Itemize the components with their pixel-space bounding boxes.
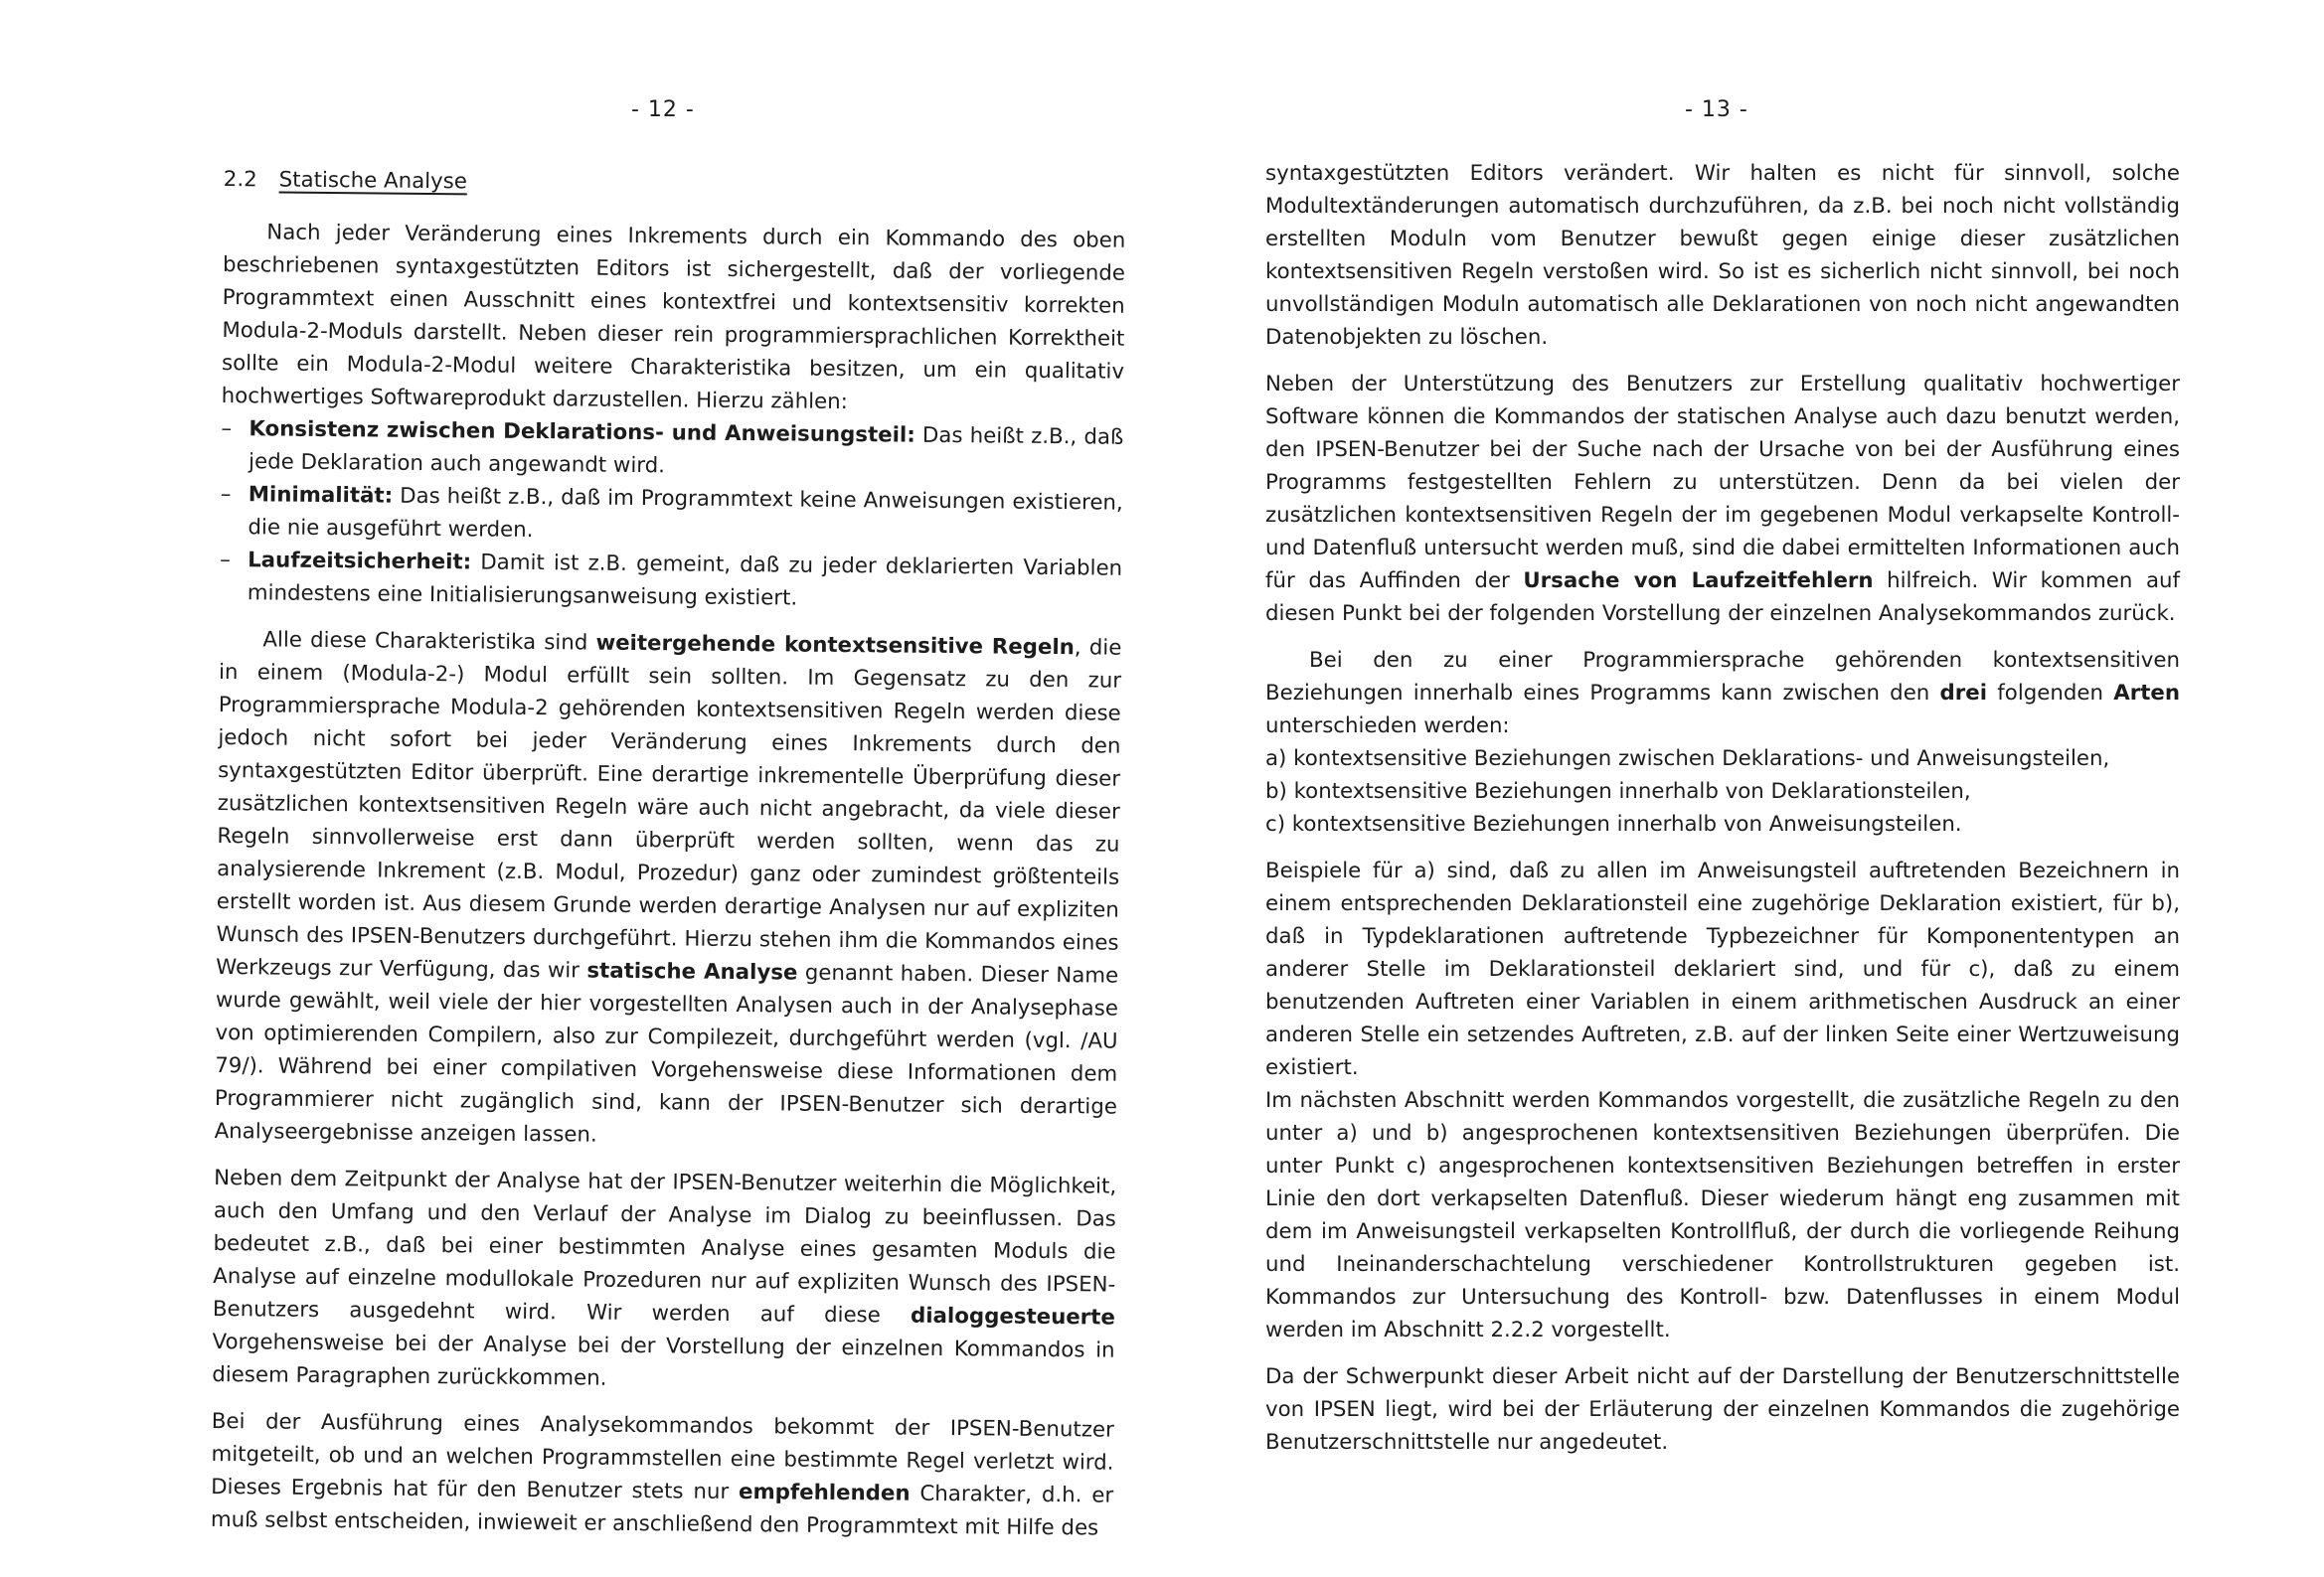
list-item-text: Das heißt z.B., daß im Programmtext keine Anweisungen existieren, die nie ausgeführt werden. <box>248 483 1123 544</box>
paragraph: Im nächsten Abschnitt werden Kommandos vorgestellt, die zusätzliche Regeln zu den unter a) und b) angesprochenen kontextsensitiven Beziehungen überprüfen. Die unter Punkt c) angesprochenen kontextsensitiven Beziehungen betreffen in erster Linie den dort verkapselten Datenfluß. Dieser wiederum hängt eng zusammen mit dem im Anweisungsteil verkapselten Kontrollfluß, der durch die vorliegende Reihung und Ineinanderschachtelung verschiedener Kontrollstrukturen gegeben ist. Kommandos zur Untersuchung des Kontroll- bzw. Datenflusses in einem Modul werden im Abschnitt 2.2.2 vorgestellt. <box>1265 1088 2180 1342</box>
list-item: b) kontextsensitive Beziehungen innerhalb von Deklarationsteilen, <box>1265 779 1971 804</box>
text-run: Bei den zu einer Programmiersprache gehörenden kontextsensitiven Beziehungen innerhalb eines Programms kann zwischen den <box>1265 648 2180 706</box>
paragraph <box>1265 644 2180 742</box>
paragraph <box>1265 368 2180 630</box>
characteristics-list <box>220 412 1124 618</box>
list-item <box>220 544 1123 618</box>
list-item-text: Damit ist z.B. gemeint, daß zu jeder deklarierten Variablen mindestens eine Initialisierungsanweisung existiert. <box>247 550 1123 611</box>
right-page <box>1162 0 2324 1577</box>
emphasis: drei <box>1939 681 1988 706</box>
text-run: unterschieden werden: <box>1265 713 1510 738</box>
text-run: , die in einem (Modula-2-) Modul erfüllt sein sollten. Im Gegensatz zu den zur Programmiersprache Modula-2 gehörenden kontextsensitiven Regeln werden diese jedoch nicht sofort bei jeder Veränderung eines Inkrements durch den syntaxgestützten Editor überprüft. Eine derartige inkrementelle Überprüfung dieser zusätzlichen kontextsensitiven Regeln wäre auch nicht angebracht, da viele dieser Regeln sinnvollerweise erst dann überprüft werden sollten, wenn das zu analysierende Inkrement (z.B. Modul, Prozedur) ganz oder zumindest größtenteils erstellt worden ist. Aus diesem Grunde werden derartige Analysen nur auf expliziten Wunsch des IPSEN-Benutzers durchgeführt. Hierzu stehen ihm die Kommandos eines Werkzeugs zur Verfügung, das wir <box>216 635 1122 984</box>
emphasis: Ursache von Laufzeitfehlern <box>1523 568 1874 593</box>
left-page-body <box>211 163 1126 1559</box>
text-run: folgenden <box>1987 681 2114 706</box>
paragraph: Beispiele für a) sind, daß zu allen im Anweisungsteil auftretenden Bezeichnern in einem entsprechenden Deklarationsteil eine zugehörige Deklaration existiert, für b), daß in Typdeklarationen auftretende Typbezeichner für Komponententypen an anderer Stelle im Deklarationsteil deklariert sind, und für c), daß zu einem benutzenden Auftreten einer Variablen in einem arithmetischen Ausdruck an einer anderen Stelle ein setzendes Auftreten, z.B. auf der linken Seite einer Wertzuweisung existiert. <box>1265 859 2180 1080</box>
emphasis: empfehlenden <box>738 1480 911 1506</box>
text-run: hilfreich. Wir kommen auf diesen Punkt bei der folgenden Vorstellung der einzelnen Analysekommandos zurück. <box>1265 568 2180 626</box>
text-run: Neben dem Zeitpunkt der Analyse hat der IPSEN-Benutzer weiterhin die Möglichkeit, auch den Umfang und den Verlauf der Analyse im Dialog zu beeinflussen. Das bedeutet z.B., daß bei einer bestimmten Analyse eines gesamten Moduls die Analyse auf einzelne modullokale Prozeduren nur auf expliziten Wunsch des IPSEN-Benutzers ausgedehnt wird. Wir werden auf diese <box>212 1165 1117 1329</box>
list-item: c) kontextsensitive Beziehungen innerhalb von Anweisungsteilen. <box>1265 812 1962 837</box>
section-number: 2.2 <box>223 166 257 193</box>
list-item-text: Das heißt z.B., daß jede Deklaration auch angewandt wird. <box>248 422 1124 479</box>
section-title: Statische Analyse <box>278 167 468 195</box>
text-run: Charakter, d.h. er muß selbst entscheiden, inwieweit er anschließend den Programmtext mit Hilfe des <box>210 1481 1114 1541</box>
page-number: - 12 - <box>631 97 695 122</box>
text-run: Vorgehensweise bei der Analyse bei der Vorstellung der einzelnen Kommandos in diesem Paragraphen zurückkommen. <box>212 1329 1115 1391</box>
text-run: Neben der Unterstützung des Benutzers zur Erstellung qualitativ hochwertiger Software können die Kommandos der statischen Analyse auch dazu benutzt werden, den IPSEN-Benutzer bei der Suche nach der Ursache von bei der Ausführung eines Programms festgestellten Fehlern zu unterstützen. Denn da bei vielen der zusätzlichen kontextsensitiven Regeln der im gegebenen Modul verkapselte Kontroll- und Datenfluß untersucht werden muß, sind die dabei ermittelten Informationen auch für das Auffinden der <box>1265 372 2180 593</box>
paragraph <box>211 1405 1114 1545</box>
relations-list <box>1265 742 2180 841</box>
paragraph: Nach jeder Veränderung eines Inkrements durch ein Kommando des oben beschriebenen syntaxgestützten Editors ist sichergestellt, daß der vorliegende Programmtext einen Ausschnitt eines kontextfrei und kontextsensitiv korrekten Modula-2-Moduls darstellt. Neben dieser rein programmiersprachlichen Korrektheit sollte ein Modula-2-Modul weitere Charakteristika besitzen, um ein qualitativ hochwertiges Softwareprodukt darzustellen. Hierzu zählen: <box>221 220 1126 415</box>
paragraph: syntaxgestützten Editors verändert. Wir halten es nicht für sinnvoll, solche Modultextänderungen automatisch durchzuführen, da z.B. bei noch nicht vollständig erstellten Moduln vom Benutzer bewußt gegen einige dieser zusätzlichen kontextsensitiven Regeln verstoßen wird. So ist es sicherlich nicht sinnvoll, bei noch unvollständigen Moduln automatisch alle Deklarationen von noch nicht angewandten Datenobjekten zu löschen. <box>1265 161 2180 350</box>
emphasis: statische Analyse <box>586 958 798 986</box>
page-number: - 13 - <box>1685 97 1748 122</box>
list-item-term: Konsistenz zwischen Deklarations- und Anweisungsteil: <box>249 416 915 448</box>
text-run: genannt haben. Dieser Name wurde gewählt, weil viele der hier vorgestellten Analysen auch in der Analysephase von optimierenden Compilern, also zur Compilezeit, durchgeführt werden (vgl. /AU 79/). Während bei einer compilativen Vorgehensweise diese Informationen dem Programmierer nicht zugänglich sind, kann der IPSEN-Benutzer sich derartige Analyseergebnisse anzeigen lassen. <box>214 960 1119 1148</box>
text-run: Bei der Ausführung eines Analysekommandos bekommt der IPSEN-Benutzer mitgeteilt, ob und an welchen Programmstellen eine bestimmte Regel verletzt wird. Dieses Ergebnis hat für den Benutzer stets nur <box>211 1408 1114 1505</box>
text-run: Alle diese Charakteristika sind <box>262 627 596 656</box>
list-item-term: Minimalität: <box>248 482 394 509</box>
emphasis: dialoggesteuerte <box>910 1303 1116 1331</box>
paragraph <box>212 1162 1116 1400</box>
list-item <box>220 478 1123 552</box>
right-page-body <box>1265 157 2180 1473</box>
paragraph <box>214 623 1121 1157</box>
list-item-term: Laufzeitsicherheit: <box>248 548 472 575</box>
section-heading <box>224 163 1126 205</box>
paragraph: Da der Schwerpunkt dieser Arbeit nicht auf der Darstellung der Benutzerschnittstelle von IPSEN liegt, wird bei der Erläuterung der einzelnen Kommandos die zugehörige Benutzerschnittstelle nur angedeutet. <box>1265 1364 2180 1455</box>
emphasis: weitergehende kontextsensitive Regeln <box>595 630 1075 661</box>
list-item: a) kontextsensitive Beziehungen zwischen Deklarations- und Anweisungsteilen, <box>1265 746 2110 771</box>
list-item <box>221 412 1124 487</box>
emphasis: Arten <box>2113 681 2180 706</box>
